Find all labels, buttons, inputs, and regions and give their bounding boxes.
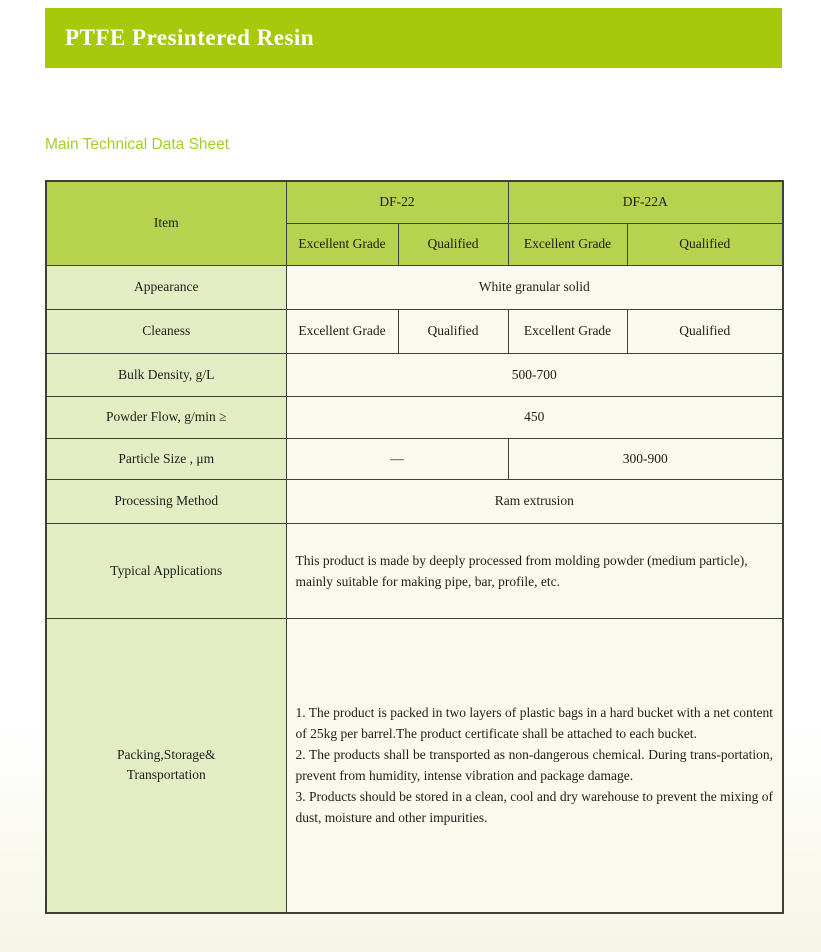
table-header-row-groups	[46, 181, 783, 223]
page-title: PTFE Presintered Resin	[65, 25, 315, 50]
section-heading: Main Technical Data Sheet	[45, 136, 230, 153]
header-cell-df22a-qualified: Qualified	[627, 223, 783, 265]
row-label-powder-flow: Powder Flow, g/min ≥	[46, 396, 286, 438]
row-label-cleaness: Cleaness	[46, 309, 286, 353]
header-cell-item: Item	[46, 181, 286, 265]
packing-note-3: 3. Products should be stored in a clean, cool and dry warehouse to prevent the mixing of dust, moisture and other impurities.	[295, 789, 774, 826]
value-powder-flow: 450	[286, 396, 783, 438]
table-row-bulk-density	[46, 353, 783, 396]
row-label-particle-size: Particle Size , μm	[46, 438, 286, 479]
packing-note-2: 2. The products shall be transported as non-dangerous chemical. During trans-portation, prevent from humidity, intense vibration and package damage.	[295, 747, 774, 784]
row-label-bulk-density: Bulk Density, g/L	[46, 353, 286, 396]
value-bulk-density: 500-700	[286, 353, 783, 396]
table-row-processing-method	[46, 479, 783, 523]
value-processing-method: Ram extrusion	[286, 479, 783, 523]
row-label-packing-storage	[46, 618, 286, 913]
row-label-processing-method: Processing Method	[46, 479, 286, 523]
header-cell-df22-qualified: Qualified	[398, 223, 508, 265]
header-cell-df22-excellent: Excellent Grade	[286, 223, 398, 265]
packing-label-line2: Transportation	[126, 767, 206, 783]
table-row-packing-storage	[46, 618, 783, 913]
value-particle-size-df22: —	[286, 438, 508, 479]
value-appearance: White granular solid	[286, 265, 783, 309]
technical-data-table	[45, 180, 784, 914]
packing-label-line1: Packing,Storage&	[116, 747, 216, 763]
row-label-typical-applications: Typical Applications	[46, 523, 286, 618]
value-cleaness-df22-qualified: Qualified	[398, 309, 508, 353]
header-cell-df22a-excellent: Excellent Grade	[508, 223, 627, 265]
table-row-powder-flow	[46, 396, 783, 438]
table-row-appearance	[46, 265, 783, 309]
header-cell-df22: DF-22	[286, 181, 508, 223]
packing-note-1: 1. The product is packed in two layers of plastic bags in a hard bucket with a net content of 25kg per barrel.The product certificate shall be attached to each bucket.	[295, 705, 774, 742]
value-cleaness-df22-excellent: Excellent Grade	[286, 309, 398, 353]
value-packing-storage	[286, 618, 783, 913]
table-row-particle-size	[46, 438, 783, 479]
table-row-typical-applications	[46, 523, 783, 618]
value-cleaness-df22a-excellent: Excellent Grade	[508, 309, 627, 353]
row-label-appearance: Appearance	[46, 265, 286, 309]
value-particle-size-df22a: 300-900	[508, 438, 783, 479]
header-cell-df22a: DF-22A	[508, 181, 783, 223]
value-typical-applications: This product is made by deeply processed from molding powder (medium particle), mainly suitable for making pipe, bar, profile, etc.	[286, 523, 783, 618]
title-banner	[45, 8, 782, 68]
value-cleaness-df22a-qualified: Qualified	[627, 309, 783, 353]
table-row-cleaness	[46, 309, 783, 353]
